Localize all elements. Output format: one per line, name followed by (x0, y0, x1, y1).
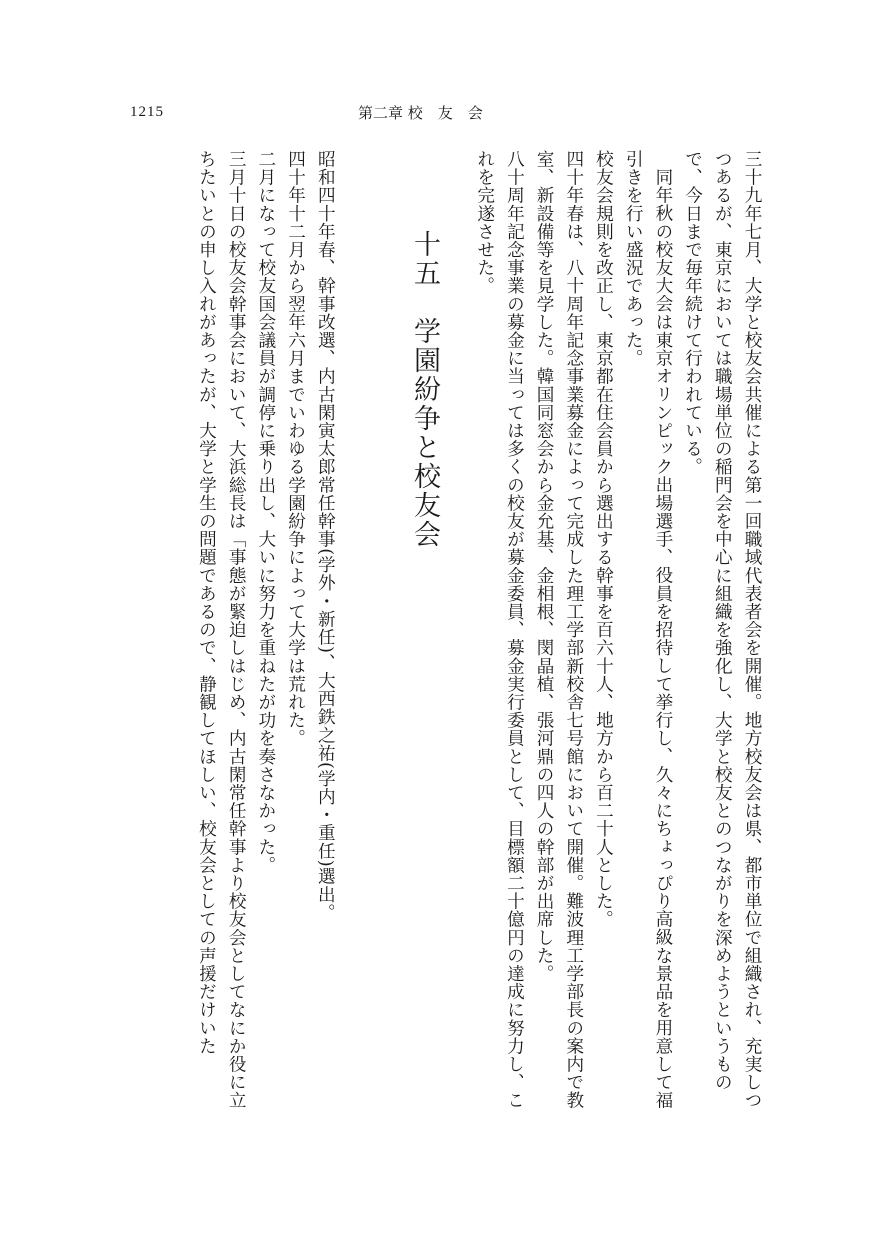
body-text (191, 150, 766, 1115)
paragraph: 八十周年記念事業の募金に当っては多くの校友が募金委員、募金実行委員として、目標額二十億円の達成に努力し、これを完遂させた。 (474, 150, 525, 1110)
paragraph: 四十年春は、八十周年記念事業募金によって完成した理工学部新校舎七号館において開催。難波理工学部長の案内で教室、新設備等を見学した。韓国同窓会から金允基、金相根、閔晶植、張河鼎の四人の幹部が出席した。 (534, 150, 584, 1110)
page-number: 1215 (130, 104, 164, 120)
paragraph: 四十年十二月から翌年六月までいわゆる学園紛争によって大学は荒れた。 (285, 150, 306, 748)
paragraph: 二月になって校友国会議員が調停に乗り出し、大いに努力を重ねたが功を奏さなかった。 (255, 150, 276, 874)
paragraph: 昭和四十年春、幹事改選、内古閑寅太郎常任幹事(学外・新任)、大西鉄之祐(学内・重任)選出。 (315, 150, 336, 922)
paragraph: 三月十日の校友会幹事会において、大浜総長は「事態が緊迫しはじめ、内古閑常任幹事より校友会としてなにか役に立ちたいとの申し入れがあったが、大学と学生の問題であるので、静観してほしい、校友会としての声援だけいた (196, 150, 247, 1110)
section-heading: 十五 学園紛争と校友会 (408, 230, 440, 549)
paragraph: 同年秋の校友大会は東京オリンピック出場選手、役員を招待して挙行し、久々にちょっぴり高級な景品を用意して福引きを行い盛況であった。 (623, 150, 673, 1109)
paragraph: 校友会規則を改正し、東京都在住会員から選出する幹事を百六十人、地方から百二十人とした。 (593, 150, 614, 929)
paragraph: 三十九年七月、大学と校友会共催による第一回職域代表者会を開催。地方校友会は県、都市単位で組織され、充実しつつあるが、東京においては職場単位の稲門会を中心に組織を強化し、大学と校友とのつながりを深めようというもので、今日まで毎年続けて行われている。 (682, 150, 762, 1110)
running-header: 第二章 校 友 会 (358, 104, 483, 122)
